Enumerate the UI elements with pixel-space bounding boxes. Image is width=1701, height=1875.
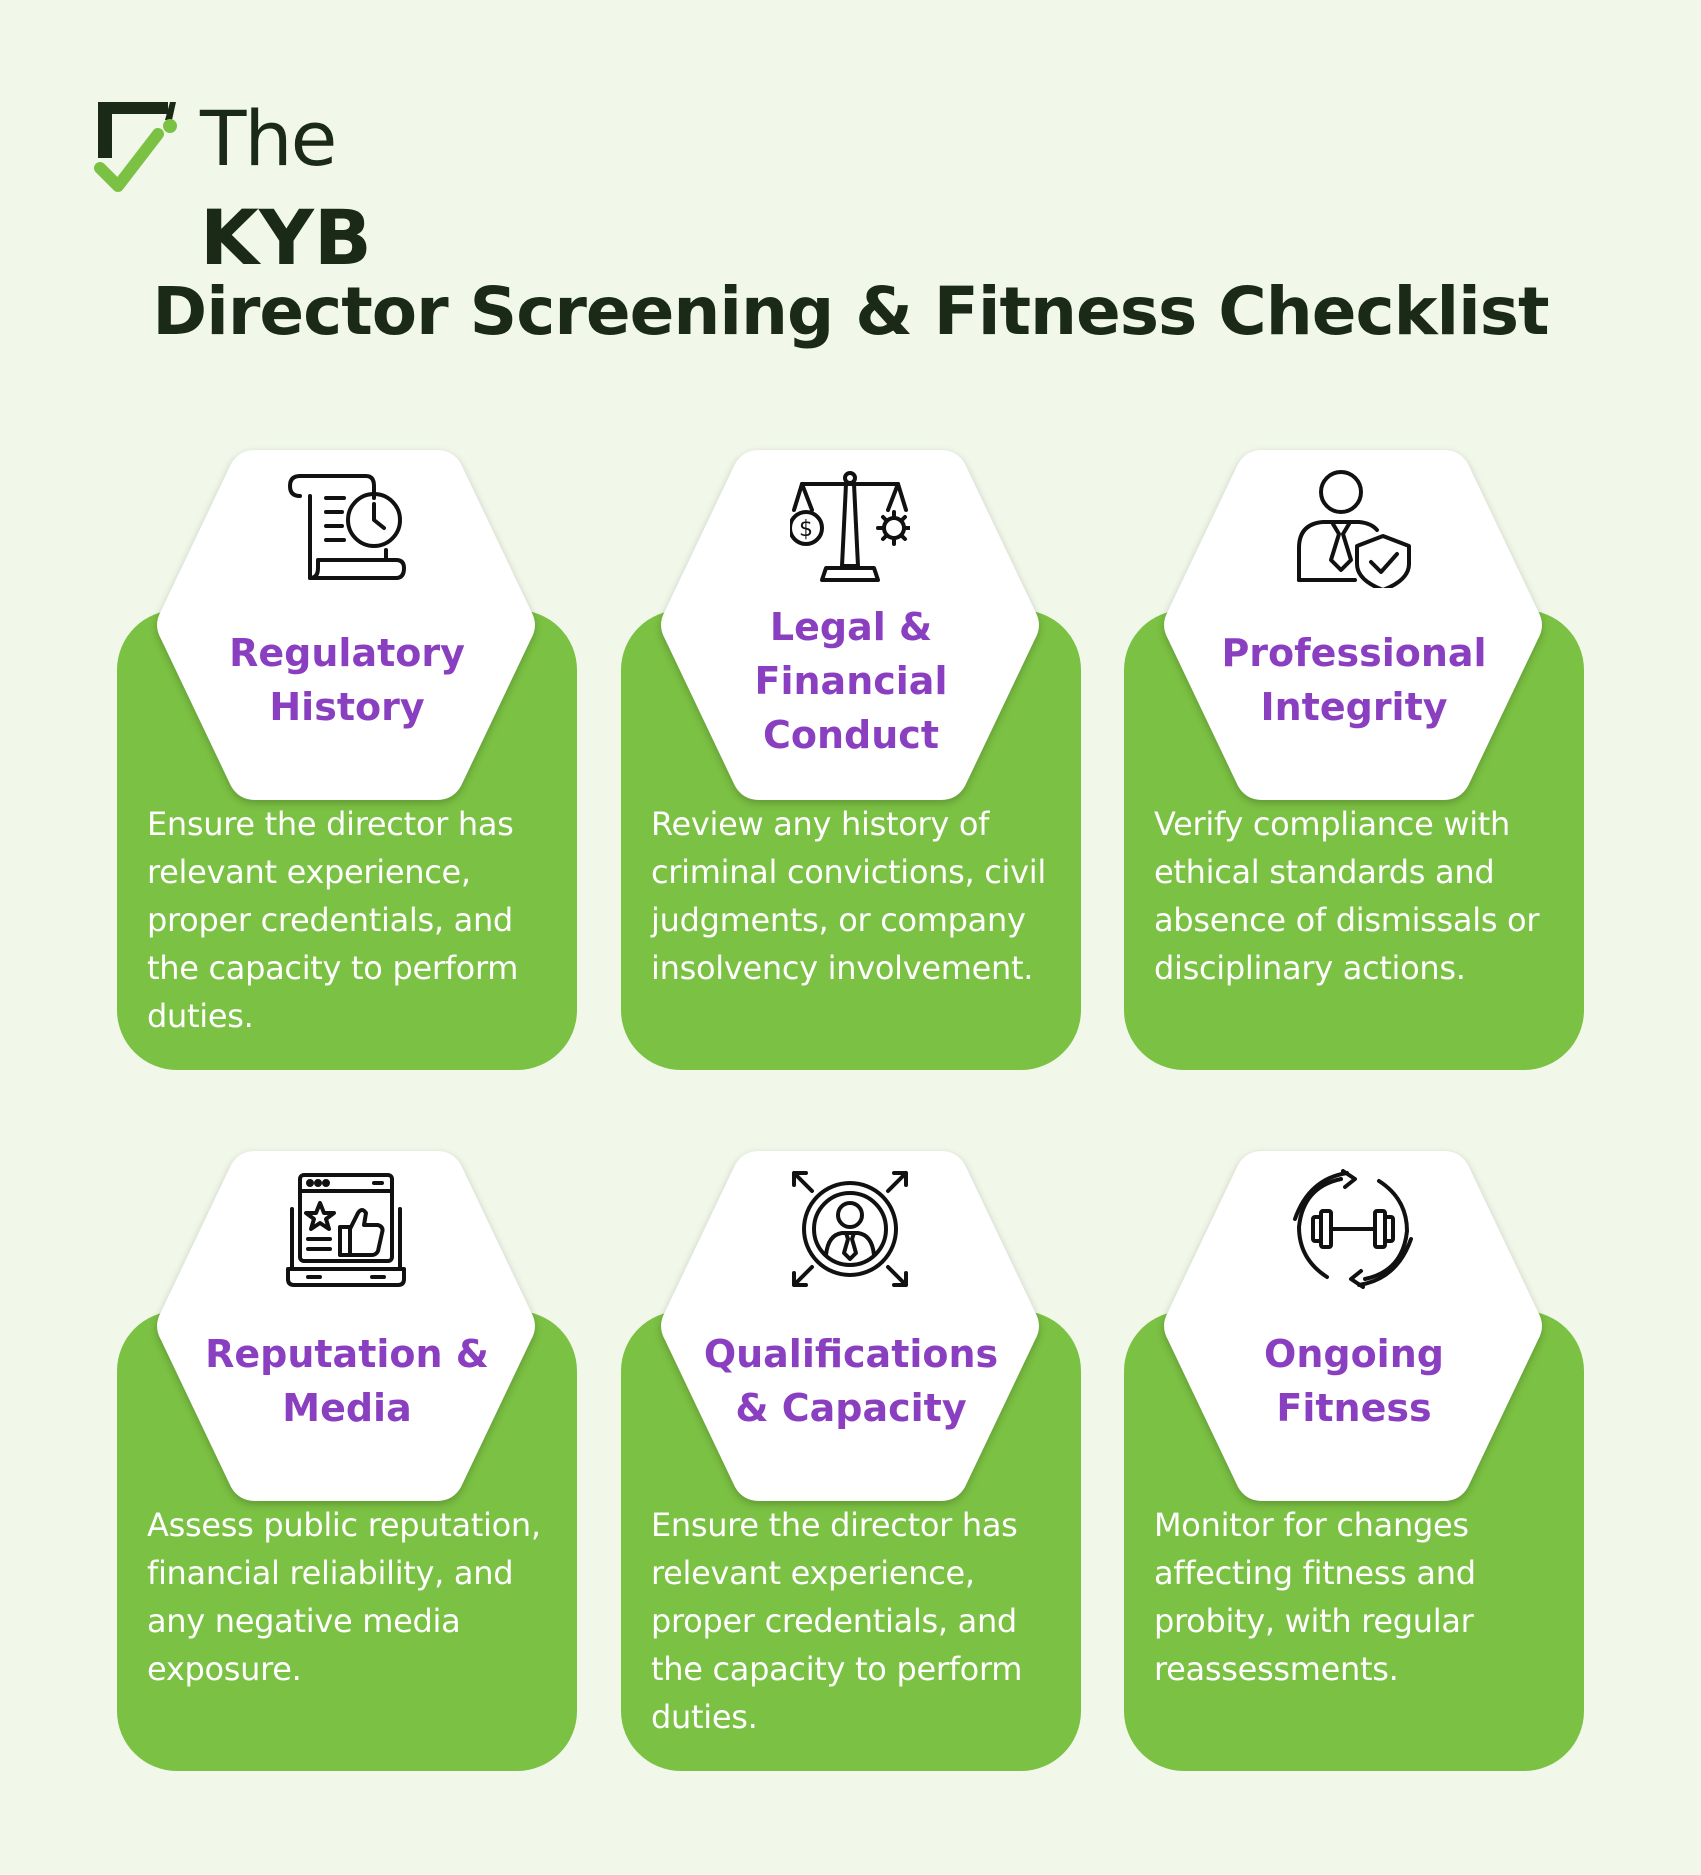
card-professional-integrity [1124, 450, 1584, 1090]
card-description: Assess public reputation, financial reliability, and any negative media exposure. [147, 1506, 541, 1688]
card-legal-financial-conduct [621, 450, 1081, 1090]
page-title: Director Screening & Fitness Checklist [152, 273, 1549, 350]
dumbbell-cycle-icon [1293, 1169, 1413, 1289]
card-description: Ensure the director has relevant experience, proper credentials, and the capacity to perform duties. [651, 1506, 1023, 1736]
card-qualifications-capacity [621, 1151, 1081, 1791]
brand-logo [88, 88, 508, 282]
balance-scale-icon [790, 468, 910, 588]
card-description: Verify compliance with ethical standards and absence of dismissals or disciplinary actions. [1154, 805, 1540, 987]
brand-name-suffix: KYB [200, 192, 372, 282]
logo-check-icon [88, 88, 188, 192]
person-target-icon [790, 1169, 910, 1289]
brand-name [200, 90, 508, 288]
card-title: Qualifications & Capacity [703, 1332, 999, 1430]
laptop-thumbs-up-icon [286, 1169, 406, 1289]
card-description: Review any history of criminal convictions, civil judgments, or company insolvency involvement. [651, 805, 1046, 987]
svg-text:$: $ [799, 517, 813, 542]
card-hexagon [657, 1151, 1043, 1501]
brand-name-prefix: The [200, 94, 336, 183]
person-shield-icon [1293, 468, 1413, 588]
card-title: Regulatory History [229, 631, 465, 729]
card-hexagon [153, 1151, 539, 1501]
card-hexagon [1160, 450, 1546, 800]
scroll-clock-icon [286, 468, 406, 588]
card-hexagon [1160, 1151, 1546, 1501]
card-description: Ensure the director has relevant experience, proper credentials, and the capacity to perform duties. [147, 805, 519, 1035]
card-title: Legal & Financial Conduct [754, 605, 948, 757]
card-title: Professional Integrity [1221, 631, 1487, 729]
card-description: Monitor for changes affecting fitness and probity, with regular reassessments. [1154, 1506, 1476, 1688]
card-regulatory-history [117, 450, 577, 1090]
card-title: Reputation & Media [205, 1332, 489, 1430]
card-hexagon [153, 450, 539, 800]
card-reputation-media [117, 1151, 577, 1791]
card-ongoing-fitness [1124, 1151, 1584, 1791]
card-title: Ongoing Fitness [1264, 1332, 1444, 1430]
